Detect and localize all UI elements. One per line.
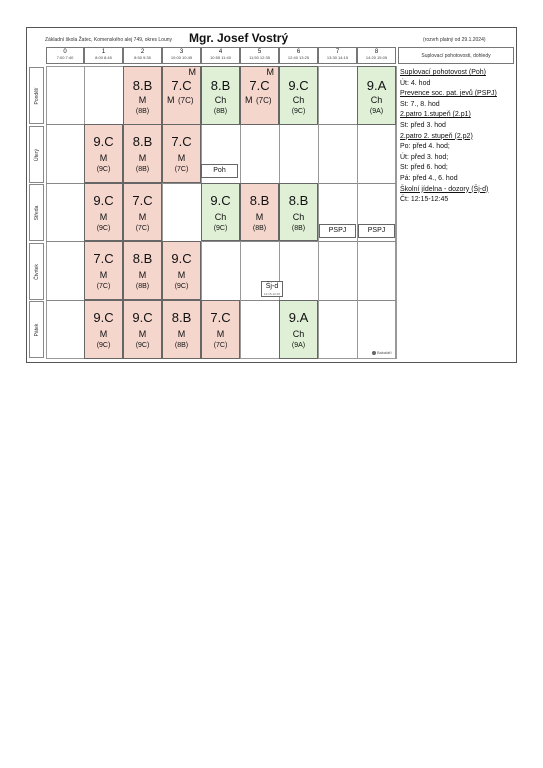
lesson-subject: M — [216, 329, 225, 339]
lesson-subject: M — [99, 212, 108, 222]
lesson-room: (8B) — [213, 108, 228, 115]
tag-sjd-label: Šj-d — [265, 283, 279, 290]
supervision-item: Pá: před 4., 6. hod — [400, 174, 458, 182]
lesson-room: (9C) — [96, 342, 111, 349]
lesson-subject: M — [138, 212, 147, 222]
period-header-0: 0 7:00 7:40 — [46, 47, 84, 64]
lesson-room: (7C) — [178, 96, 194, 105]
lesson-class: 8.B — [132, 251, 153, 266]
period-header-2: 2 8:50 9:35 — [123, 47, 162, 64]
supervision-heading: Suplovací pohotovost (Poh) — [400, 69, 486, 76]
supervision-list — [400, 68, 497, 206]
supervision-heading: 2.patro 2. stupeň (2.p2) — [400, 132, 473, 140]
lesson-subject: M — [99, 329, 108, 339]
period-header-7: 7 13:30 14:15 — [318, 47, 357, 64]
lesson-class: 8.B — [288, 193, 309, 208]
lesson-room: (9A) — [369, 108, 384, 115]
lesson-class: 7.C — [171, 78, 192, 93]
lesson-class: 8.B — [132, 134, 153, 149]
lesson-room: (8B) — [135, 283, 150, 290]
lesson-class: 8.B — [171, 310, 192, 325]
lesson-subject: Ch — [292, 95, 305, 105]
supervision-heading: Prevence soc. pat. jevů (PSPJ) — [400, 90, 497, 98]
supervision-header: Suplovací pohotovosti, dohledy — [398, 47, 514, 64]
lesson-class: 8.B — [210, 78, 231, 93]
lesson-class: 9.C — [210, 193, 231, 208]
lesson-subject: M — [177, 153, 186, 163]
lesson-tue-2[interactable] — [123, 124, 162, 183]
lesson-class: 7.C — [249, 78, 270, 93]
lesson-room: (8B) — [135, 108, 150, 115]
lesson-class: 8.B — [249, 193, 270, 208]
lesson-tue-3[interactable] — [162, 124, 201, 183]
lesson-mon-3[interactable] — [162, 66, 201, 125]
lesson-fri-2[interactable] — [123, 300, 162, 359]
lesson-class: 9.A — [366, 78, 387, 93]
tag-sjd-time: 12:15-12:45 — [263, 292, 280, 296]
lesson-class: 7.C — [171, 134, 192, 149]
lesson-room: (9C) — [174, 283, 189, 290]
lesson-room: (9C) — [96, 225, 111, 232]
lesson-subject: M — [99, 153, 108, 163]
lesson-mon-4[interactable] — [201, 66, 240, 125]
lesson-class: 9.C — [288, 78, 309, 93]
period-header-5: 5 11:50 12:35 — [240, 47, 279, 64]
lesson-room: (9A) — [291, 342, 306, 349]
lesson-thu-2[interactable] — [123, 241, 162, 300]
lesson-fri-3[interactable] — [162, 300, 201, 359]
lesson-class: 9.C — [132, 310, 153, 325]
day-label-tuesday: Úterý — [29, 126, 44, 183]
lesson-class: 9.C — [93, 134, 114, 149]
lesson-subject: M — [138, 153, 147, 163]
lesson-fri-4[interactable] — [201, 300, 240, 359]
lesson-fri-6[interactable] — [279, 300, 318, 359]
day-label-monday: Pondělí — [29, 67, 44, 124]
timetable-sheet — [26, 27, 517, 363]
tag-pspj-8[interactable]: PSPJ — [358, 224, 395, 238]
tag-pspj-7[interactable]: PSPJ — [319, 224, 356, 238]
lesson-extra-subject: M — [266, 67, 274, 77]
lesson-class: 9.C — [171, 251, 192, 266]
supervision-heading: 2.patro 1.stupeň (2.p1) — [400, 111, 471, 119]
teacher-name: Mgr. Josef Vostrý — [189, 31, 289, 45]
lesson-room: (8B) — [291, 225, 306, 232]
supervision-item: Po: před 4. hod; — [400, 143, 450, 151]
lesson-room: (7C) — [256, 96, 272, 105]
lesson-room: (7C) — [135, 225, 150, 232]
lesson-subject: Ch — [214, 95, 227, 105]
period-header-3: 3 10:00 10:45 — [162, 47, 201, 64]
supervision-item: Čt: 12:15-12:45 — [400, 196, 449, 204]
tag-sjd[interactable] — [261, 281, 283, 297]
lesson-room: (8B) — [174, 342, 189, 349]
lesson-class: 7.C — [210, 310, 231, 325]
lesson-wed-6[interactable] — [279, 183, 318, 241]
lesson-wed-5[interactable] — [240, 183, 279, 241]
validity-note: (rozvrh platný od 29.1.2024) — [423, 37, 486, 43]
lesson-room: (9C) — [96, 166, 111, 173]
lesson-room: (8B) — [252, 225, 267, 232]
lesson-room: (7C) — [96, 283, 111, 290]
lesson-subject: Ch — [214, 212, 227, 222]
lesson-class: 8.B — [132, 78, 153, 93]
col-divider — [318, 66, 319, 359]
school-name: Základní škola Žatec, Komenského alej 749, okres Louny — [45, 37, 173, 43]
lesson-room: (9C) — [135, 342, 150, 349]
lesson-class: 9.C — [93, 310, 114, 325]
lesson-extra-subject: M — [188, 67, 196, 77]
lesson-subject: M — [99, 270, 108, 280]
lesson-subject: M — [167, 95, 175, 105]
bakalari-logo: Bakaláři — [372, 350, 391, 355]
lesson-room: (7C) — [213, 342, 228, 349]
lesson-class: 7.C — [132, 193, 153, 208]
day-label-thursday: Čtvrtek — [29, 243, 44, 300]
lesson-thu-3[interactable] — [162, 241, 201, 300]
lesson-subject: M — [138, 95, 147, 105]
lesson-class: 9.A — [288, 310, 309, 325]
tag-poh[interactable]: Poh — [201, 164, 238, 178]
lesson-wed-2[interactable] — [123, 183, 162, 241]
lesson-room: (7C) — [174, 166, 189, 173]
lesson-class: 7.C — [93, 251, 114, 266]
day-label-wednesday: Středa — [29, 184, 44, 241]
period-header-1: 1 8:00 8:45 — [84, 47, 123, 64]
lesson-subject: M — [177, 329, 186, 339]
period-header-8: 8 14:20 15:05 — [357, 47, 396, 64]
day-label-friday: Pátek — [29, 301, 44, 358]
lesson-tue-1[interactable] — [84, 124, 123, 183]
lesson-subject: Ch — [292, 212, 305, 222]
supervision-item: Út: 4. hod — [400, 79, 431, 87]
lesson-mon-5[interactable] — [240, 66, 279, 125]
lesson-room: (8B) — [135, 166, 150, 173]
lesson-subject: M — [255, 212, 264, 222]
lesson-subject: M — [138, 270, 147, 280]
supervision-item: St: před 6. hod; — [400, 164, 448, 172]
lesson-mon-8[interactable] — [357, 66, 396, 125]
lesson-fri-1[interactable] — [84, 300, 123, 359]
supervision-heading: Školní jídelna - dozory (Šj-d) — [400, 185, 489, 193]
lesson-subject: Ch — [370, 95, 383, 105]
lesson-subject: M — [138, 329, 147, 339]
supervision-item: St: před 3. hod — [400, 121, 446, 129]
lesson-wed-1[interactable] — [84, 183, 123, 241]
lesson-mon-6[interactable] — [279, 66, 318, 125]
supervision-panel — [396, 66, 516, 359]
lesson-subject: Ch — [292, 329, 305, 339]
lesson-wed-4[interactable] — [201, 183, 240, 241]
lesson-mon-2[interactable] — [123, 66, 162, 125]
supervision-item: Út: před 3. hod; — [400, 153, 449, 161]
lesson-class: 9.C — [93, 193, 114, 208]
lesson-thu-1[interactable] — [84, 241, 123, 300]
lesson-room: (9C) — [213, 225, 228, 232]
lesson-room: (9C) — [291, 108, 306, 115]
lesson-subject: M — [245, 95, 253, 105]
period-header-6: 6 12:40 13:25 — [279, 47, 318, 64]
period-header-4: 4 10:55 11:40 — [201, 47, 240, 64]
supervision-item: St: 7., 8. hod — [400, 100, 440, 108]
lesson-subject: M — [177, 270, 186, 280]
